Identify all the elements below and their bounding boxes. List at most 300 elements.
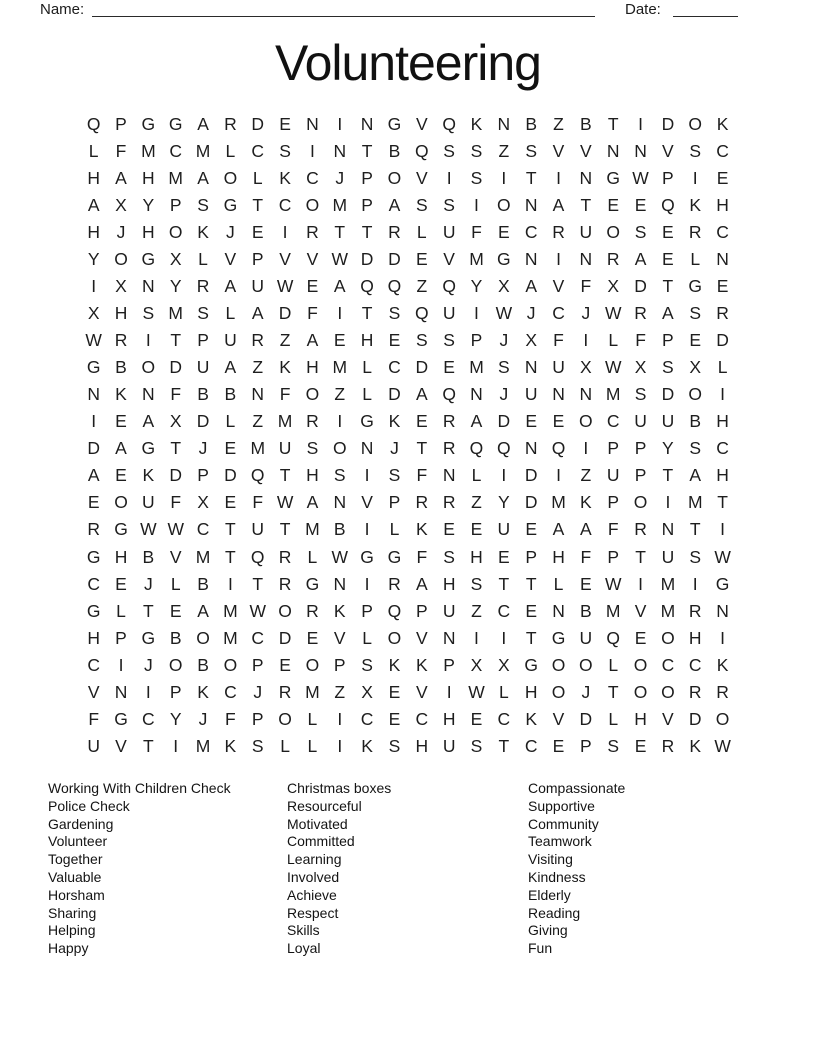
grid-cell: R xyxy=(388,573,401,594)
grid-cell: A xyxy=(525,276,538,297)
grid-cell: A xyxy=(415,573,428,594)
grid-cell: L xyxy=(471,465,482,486)
grid-cell: R xyxy=(278,573,292,594)
grid-cell: U xyxy=(251,519,265,540)
grid-cell: T xyxy=(279,519,291,540)
grid-cell: N xyxy=(606,140,620,161)
grid-cell: I xyxy=(91,276,97,297)
grid-cell: I xyxy=(364,465,370,486)
grid-cell: T xyxy=(580,194,592,215)
grid-cell: G xyxy=(168,113,183,134)
grid-cell: E xyxy=(415,249,428,269)
grid-cell: Q xyxy=(250,465,265,486)
grid-cell: M xyxy=(332,357,348,378)
grid-cell: G xyxy=(86,357,101,378)
grid-cell: D xyxy=(169,465,183,486)
grid-cell: F xyxy=(170,384,182,405)
grid-cell: U xyxy=(224,330,237,351)
grid-cell: T xyxy=(225,519,236,540)
word-list-item: Happy xyxy=(48,940,89,957)
grid-cell: Q xyxy=(551,438,566,459)
grid-cell: I xyxy=(692,167,698,188)
grid-cell: P xyxy=(607,546,620,567)
grid-cell: V xyxy=(580,140,592,161)
grid-cell: X xyxy=(115,276,127,297)
grid-cell: R xyxy=(634,519,647,540)
grid-cell: Q xyxy=(606,627,621,648)
grid-cell: S xyxy=(634,384,647,405)
grid-cell: I xyxy=(638,573,643,594)
grid-cell: I xyxy=(556,249,561,269)
grid-cell: V xyxy=(552,276,565,297)
grid-cell: I xyxy=(692,573,698,594)
grid-cell: V xyxy=(662,708,674,729)
grid-cell: K xyxy=(279,167,291,188)
grid-cell: C xyxy=(716,221,729,242)
grid-cell: H xyxy=(716,411,729,432)
date-label: Date: xyxy=(625,1,661,18)
grid-cell: F xyxy=(416,546,428,567)
word-list-item: Helping xyxy=(48,922,96,939)
page-title: Volunteering xyxy=(274,35,541,91)
grid-cell: M xyxy=(168,167,183,188)
grid-cell: A xyxy=(306,492,319,513)
grid-cell: R xyxy=(688,600,702,621)
grid-cell: H xyxy=(634,708,647,729)
grid-cell: S xyxy=(470,167,483,188)
grid-cell: O xyxy=(305,384,320,405)
grid-cell: L xyxy=(608,330,619,351)
grid-cell: X xyxy=(169,249,182,269)
grid-cell: P xyxy=(443,654,455,675)
grid-cell: M xyxy=(168,303,183,324)
grid-cell: B xyxy=(142,546,155,567)
grid-cell: Q xyxy=(387,600,402,621)
grid-cell: H xyxy=(306,357,319,378)
grid-cell: R xyxy=(306,600,319,621)
grid-cell: Y xyxy=(470,276,483,297)
grid-cell: X xyxy=(169,411,182,432)
grid-cell: N xyxy=(524,249,538,269)
grid-cell: B xyxy=(115,357,127,378)
grid-cell: A xyxy=(224,357,237,378)
grid-cell: D xyxy=(388,384,401,405)
grid-cell: J xyxy=(116,221,126,242)
grid-cell: T xyxy=(170,330,182,351)
grid-cell: A xyxy=(87,194,100,215)
grid-cell: L xyxy=(307,735,318,756)
grid-cell: Q xyxy=(414,140,429,161)
word-search-grid xyxy=(80,111,736,760)
grid-cell: V xyxy=(169,546,182,567)
grid-cell: K xyxy=(224,735,237,756)
grid-cell: J xyxy=(581,681,591,702)
grid-cell: O xyxy=(551,654,566,675)
grid-cell: Z xyxy=(471,600,482,621)
grid-cell: S xyxy=(415,330,428,351)
grid-cell: X xyxy=(115,194,127,215)
grid-cell: S xyxy=(361,654,373,675)
grid-cell: U xyxy=(579,627,593,648)
grid-cell: X xyxy=(497,276,510,297)
grid-cell: Y xyxy=(169,276,182,297)
grid-cell: H xyxy=(442,708,456,729)
grid-cell: V xyxy=(634,600,647,621)
grid-cell: T xyxy=(334,221,346,242)
grid-cell: G xyxy=(606,167,621,188)
grid-cell: T xyxy=(607,681,619,702)
grid-cell: E xyxy=(388,330,401,351)
grid-cell: R xyxy=(224,113,237,134)
grid-cell: X xyxy=(607,276,620,297)
grid-cell: M xyxy=(605,600,621,621)
grid-cell: E xyxy=(224,492,237,513)
grid-cell: L xyxy=(389,519,400,540)
grid-cell: O xyxy=(387,167,402,188)
word-list-item: Fun xyxy=(528,940,553,957)
grid-cell: O xyxy=(661,627,675,648)
grid-cell: W xyxy=(276,492,294,513)
grid-cell: F xyxy=(170,492,182,513)
word-list-column xyxy=(48,780,231,958)
grid-cell: J xyxy=(198,438,208,459)
grid-cell: L xyxy=(553,573,564,594)
grid-cell: K xyxy=(716,113,729,134)
grid-cell: I xyxy=(337,735,343,756)
grid-cell: M xyxy=(141,140,156,161)
grid-cell: I xyxy=(337,411,343,432)
grid-cell: A xyxy=(224,276,237,297)
grid-cell: A xyxy=(580,519,592,540)
grid-cell: P xyxy=(662,167,674,188)
grid-cell: E xyxy=(525,411,538,432)
grid-cell: O xyxy=(223,167,238,188)
grid-cell: V xyxy=(415,167,428,188)
grid-cell: T xyxy=(225,546,236,567)
grid-cell: W xyxy=(331,249,349,269)
grid-cell: M xyxy=(223,600,238,621)
grid-cell: B xyxy=(689,411,702,432)
grid-cell: W xyxy=(140,519,157,540)
grid-cell: E xyxy=(525,519,538,540)
grid-cell: E xyxy=(115,411,127,432)
grid-cell: L xyxy=(608,654,619,675)
grid-cell: H xyxy=(87,167,100,188)
grid-cell: J xyxy=(143,654,153,675)
grid-cell: W xyxy=(85,330,102,351)
word-list-item: Reading xyxy=(528,904,581,921)
grid-cell: T xyxy=(607,113,619,134)
grid-cell: R xyxy=(552,221,565,242)
grid-cell: S xyxy=(251,735,264,756)
grid-cell: G xyxy=(141,627,156,648)
grid-cell: O xyxy=(551,681,566,702)
grid-cell: C xyxy=(716,438,729,459)
grid-cell: F xyxy=(607,519,619,540)
grid-cell: N xyxy=(497,113,511,134)
grid-cell: P xyxy=(580,735,592,756)
grid-cell: E xyxy=(580,573,592,594)
grid-cell: X xyxy=(580,357,592,378)
grid-cell: C xyxy=(224,681,237,702)
grid-cell: P xyxy=(607,438,620,459)
grid-cell: Y xyxy=(169,708,182,729)
grid-cell: U xyxy=(442,600,456,621)
grid-cell: P xyxy=(361,194,373,215)
grid-cell: D xyxy=(524,465,538,486)
grid-cell: W xyxy=(331,546,349,567)
grid-cell: P xyxy=(415,600,428,621)
grid-cell: N xyxy=(579,167,593,188)
name-label: Name: xyxy=(40,1,85,18)
grid-cell: O xyxy=(305,194,320,215)
grid-cell: U xyxy=(606,465,620,486)
grid-cell: D xyxy=(388,249,401,269)
grid-cell: N xyxy=(579,384,593,405)
grid-cell: H xyxy=(442,573,456,594)
grid-cell: O xyxy=(141,357,156,378)
grid-cell: K xyxy=(142,465,155,486)
grid-cell: O xyxy=(688,384,703,405)
grid-cell: G xyxy=(114,708,128,729)
grid-cell: I xyxy=(227,573,233,594)
word-list-item: Community xyxy=(528,815,599,832)
grid-cell: A xyxy=(87,465,100,486)
grid-cell: E xyxy=(607,194,620,215)
grid-cell: U xyxy=(87,735,100,756)
grid-cell: T xyxy=(662,276,674,297)
grid-cell: W xyxy=(714,735,731,756)
grid-cell: D xyxy=(87,438,100,459)
grid-cell: D xyxy=(169,357,183,378)
grid-cell: B xyxy=(333,519,346,540)
grid-cell: K xyxy=(361,735,373,756)
grid-cell: O xyxy=(387,627,402,648)
grid-cell: L xyxy=(307,546,318,567)
grid-cell: L xyxy=(362,357,372,378)
grid-cell: G xyxy=(497,249,511,269)
grid-cell: B xyxy=(197,384,209,405)
grid-cell: T xyxy=(498,735,510,756)
grid-cell: S xyxy=(306,438,319,459)
word-list-item: Horsham xyxy=(48,886,105,903)
grid-cell: E xyxy=(415,411,428,432)
grid-cell: P xyxy=(607,492,620,513)
grid-cell: D xyxy=(497,411,511,432)
grid-cell: E xyxy=(634,627,647,648)
grid-cell: Z xyxy=(334,384,346,405)
grid-cell: V xyxy=(662,140,674,161)
grid-cell: X xyxy=(689,357,702,378)
grid-cell: R xyxy=(278,681,292,702)
grid-cell: N xyxy=(333,573,347,594)
grid-cell: A xyxy=(197,600,209,621)
grid-cell: V xyxy=(279,249,291,269)
grid-cell: V xyxy=(333,627,346,648)
grid-cell: N xyxy=(360,438,374,459)
grid-cell: I xyxy=(474,627,479,648)
grid-cell: O xyxy=(114,492,128,513)
word-list-item: Sharing xyxy=(48,904,97,921)
word-list-item: Gardening xyxy=(48,815,114,832)
grid-cell: E xyxy=(333,330,346,351)
grid-cell: N xyxy=(333,140,347,161)
grid-cell: S xyxy=(443,546,455,567)
grid-cell: O xyxy=(305,654,320,675)
grid-cell: S xyxy=(662,357,674,378)
grid-cell: Q xyxy=(442,113,456,134)
grid-cell: C xyxy=(661,654,675,675)
grid-cell: A xyxy=(388,194,401,215)
grid-cell: L xyxy=(416,221,427,242)
grid-cell: X xyxy=(197,492,209,513)
grid-cell: P xyxy=(197,330,209,351)
grid-cell: U xyxy=(579,221,593,242)
grid-cell: C xyxy=(306,167,319,188)
grid-cell: W xyxy=(604,573,622,594)
grid-cell: O xyxy=(332,438,347,459)
grid-cell: C xyxy=(716,140,729,161)
grid-cell: W xyxy=(714,546,731,567)
name-blank-line xyxy=(92,0,595,17)
grid-cell: L xyxy=(252,167,263,188)
grid-cell: K xyxy=(333,600,346,621)
grid-cell: H xyxy=(87,627,100,648)
grid-cell: Q xyxy=(442,384,456,405)
grid-cell: E xyxy=(662,249,674,269)
grid-cell: C xyxy=(196,519,210,540)
grid-cell: U xyxy=(278,438,292,459)
word-list-item: Achieve xyxy=(287,886,337,903)
grid-cell: E xyxy=(525,600,538,621)
grid-cell: N xyxy=(579,249,593,269)
grid-cell: N xyxy=(716,249,729,269)
grid-cell: J xyxy=(253,681,263,702)
grid-cell: R xyxy=(442,492,456,513)
word-list-item: Loyal xyxy=(287,940,321,957)
grid-cell: O xyxy=(114,249,128,269)
grid-cell: S xyxy=(197,194,209,215)
grid-cell: D xyxy=(251,113,265,134)
grid-cell: M xyxy=(687,492,703,513)
grid-cell: F xyxy=(580,546,592,567)
grid-cell: T xyxy=(717,492,728,513)
grid-cell: F xyxy=(225,708,236,729)
grid-cell: O xyxy=(579,654,593,675)
grid-cell: Y xyxy=(662,438,674,459)
grid-cell: G xyxy=(141,249,156,269)
grid-cell: L xyxy=(170,573,181,594)
grid-cell: Y xyxy=(497,492,510,513)
grid-cell: N xyxy=(552,600,565,621)
grid-cell: L xyxy=(225,411,236,432)
grid-cell: G xyxy=(360,546,374,567)
grid-cell: F xyxy=(580,276,592,297)
grid-cell: N xyxy=(552,384,565,405)
grid-cell: E xyxy=(279,654,291,675)
grid-cell: E xyxy=(306,276,319,297)
grid-cell: Q xyxy=(250,546,265,567)
word-list-item: Teamwork xyxy=(528,833,592,850)
grid-cell: A xyxy=(552,194,565,215)
grid-cell: M xyxy=(195,140,211,161)
grid-cell: N xyxy=(661,519,675,540)
grid-cell: Y xyxy=(142,194,155,215)
grid-cell: D xyxy=(196,411,210,432)
grid-cell: Q xyxy=(469,438,484,459)
grid-cell: I xyxy=(118,654,124,675)
grid-cell: W xyxy=(632,167,649,188)
grid-cell: H xyxy=(114,303,128,324)
grid-cell: G xyxy=(387,546,402,567)
grid-cell: D xyxy=(415,357,429,378)
grid-cell: I xyxy=(720,627,726,648)
grid-cell: H xyxy=(142,221,155,242)
grid-cell: S xyxy=(443,140,455,161)
grid-cell: K xyxy=(415,519,428,540)
grid-cell: I xyxy=(145,681,151,702)
grid-cell: T xyxy=(361,221,373,242)
grid-cell: J xyxy=(581,303,591,324)
grid-cell: J xyxy=(499,330,509,351)
grid-cell: S xyxy=(470,140,483,161)
grid-cell: J xyxy=(335,167,345,188)
grid-cell: C xyxy=(388,357,401,378)
word-list-item: Compassionate xyxy=(528,780,626,796)
grid-cell: L xyxy=(717,357,728,378)
grid-cell: S xyxy=(388,303,401,324)
grid-cell: T xyxy=(361,140,373,161)
grid-cell: N xyxy=(142,384,155,405)
grid-cell: H xyxy=(360,330,374,351)
grid-cell: G xyxy=(305,573,320,594)
grid-cell: L xyxy=(498,681,509,702)
grid-cell: Q xyxy=(86,113,101,134)
grid-cell: O xyxy=(688,113,703,134)
grid-cell: P xyxy=(169,194,182,215)
grid-cell: X xyxy=(525,330,538,351)
grid-cell: D xyxy=(688,708,702,729)
grid-cell: V xyxy=(361,492,373,513)
grid-cell: K xyxy=(580,492,592,513)
grid-cell: I xyxy=(501,627,507,648)
grid-cell: C xyxy=(360,708,374,729)
grid-cell: R xyxy=(306,221,319,242)
grid-cell: F xyxy=(635,330,646,351)
grid-cell: V xyxy=(306,249,319,269)
grid-cell: E xyxy=(552,411,565,432)
grid-cell: Q xyxy=(661,194,675,215)
grid-cell: C xyxy=(169,140,183,161)
grid-cell: N xyxy=(716,600,729,621)
grid-cell: A xyxy=(634,249,647,269)
grid-cell: R xyxy=(388,221,401,242)
grid-cell: H xyxy=(114,546,128,567)
grid-cell: G xyxy=(551,627,566,648)
grid-cell: A xyxy=(197,167,209,188)
grid-cell: B xyxy=(580,113,592,134)
grid-cell: P xyxy=(470,330,483,351)
grid-cell: C xyxy=(524,221,538,242)
grid-cell: N xyxy=(114,681,128,702)
grid-cell: T xyxy=(662,465,674,486)
grid-cell: O xyxy=(579,411,593,432)
grid-cell: J xyxy=(198,708,208,729)
word-list-item: Volunteer xyxy=(48,833,108,850)
grid-cell: M xyxy=(305,681,320,702)
grid-cell: W xyxy=(249,600,266,621)
grid-cell: I xyxy=(173,735,179,756)
